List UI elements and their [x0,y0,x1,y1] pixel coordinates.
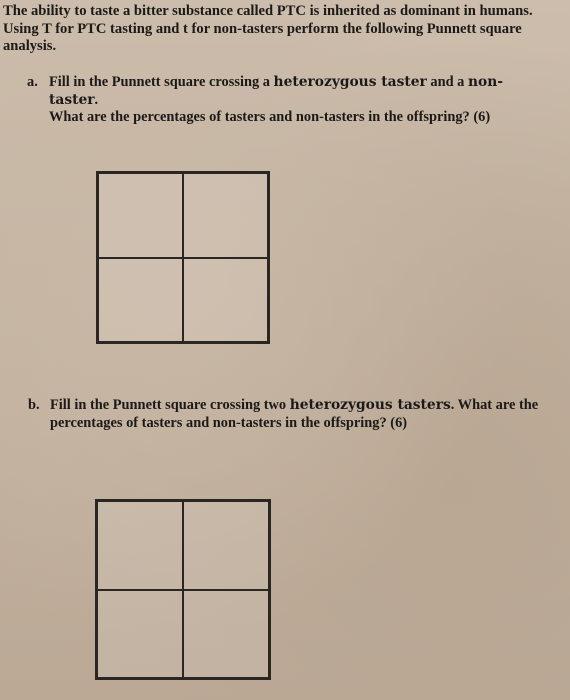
punnett-a-cell-bottom-left[interactable] [98,258,183,343]
punnett-b-cell-top-right[interactable] [183,501,269,590]
question-b-text-end: . What are the [450,397,539,413]
intro-line-1: The ability to taste a bitter substance called PTC is inherited as dominant in humans. [3,3,533,19]
question-b-letter: b. [28,397,40,413]
punnett-a-cell-top-left[interactable] [98,173,183,258]
punnett-b-cell-bottom-left[interactable] [97,590,183,679]
punnett-square-a[interactable] [96,171,270,344]
punnett-b-cell-top-left[interactable] [97,501,183,590]
question-b-text-pre: Fill in the Punnett square crossing two [50,397,290,413]
question-a-text-end: . [94,91,99,108]
punnett-square-b[interactable] [95,499,271,680]
intro-line-3: analysis. [3,38,57,54]
question-b-term-heterozygous: heterozygous tasters [289,397,451,413]
question-a-line-2: What are the percentages of tasters and non-tasters in the offspring? (6) [49,109,491,125]
question-b-line-1 [50,397,548,415]
punnett-a-cell-top-right[interactable] [183,173,268,258]
question-a-term-heterozygous: heterozygous taster [273,74,427,90]
question-b [28,397,548,432]
punnett-a-cell-bottom-right[interactable] [183,258,268,343]
question-a-text-pre: Fill in the Punnett square crossing a [49,74,274,90]
question-b-line-2: percentages of tasters and non-tasters in the offspring? (6) [50,414,408,431]
question-a [27,74,547,127]
punnett-b-cell-bottom-right[interactable] [183,590,269,679]
question-a-line-1 [49,74,547,109]
question-a-term-non-taster: non-taster [49,74,503,108]
question-a-text-mid: and a [426,74,468,90]
intro-line-2: Using T for PTC tasting and t for non-tasters perform the following Punnett square [3,20,522,37]
question-a-letter: a. [27,74,38,90]
intro-paragraph [3,3,548,56]
